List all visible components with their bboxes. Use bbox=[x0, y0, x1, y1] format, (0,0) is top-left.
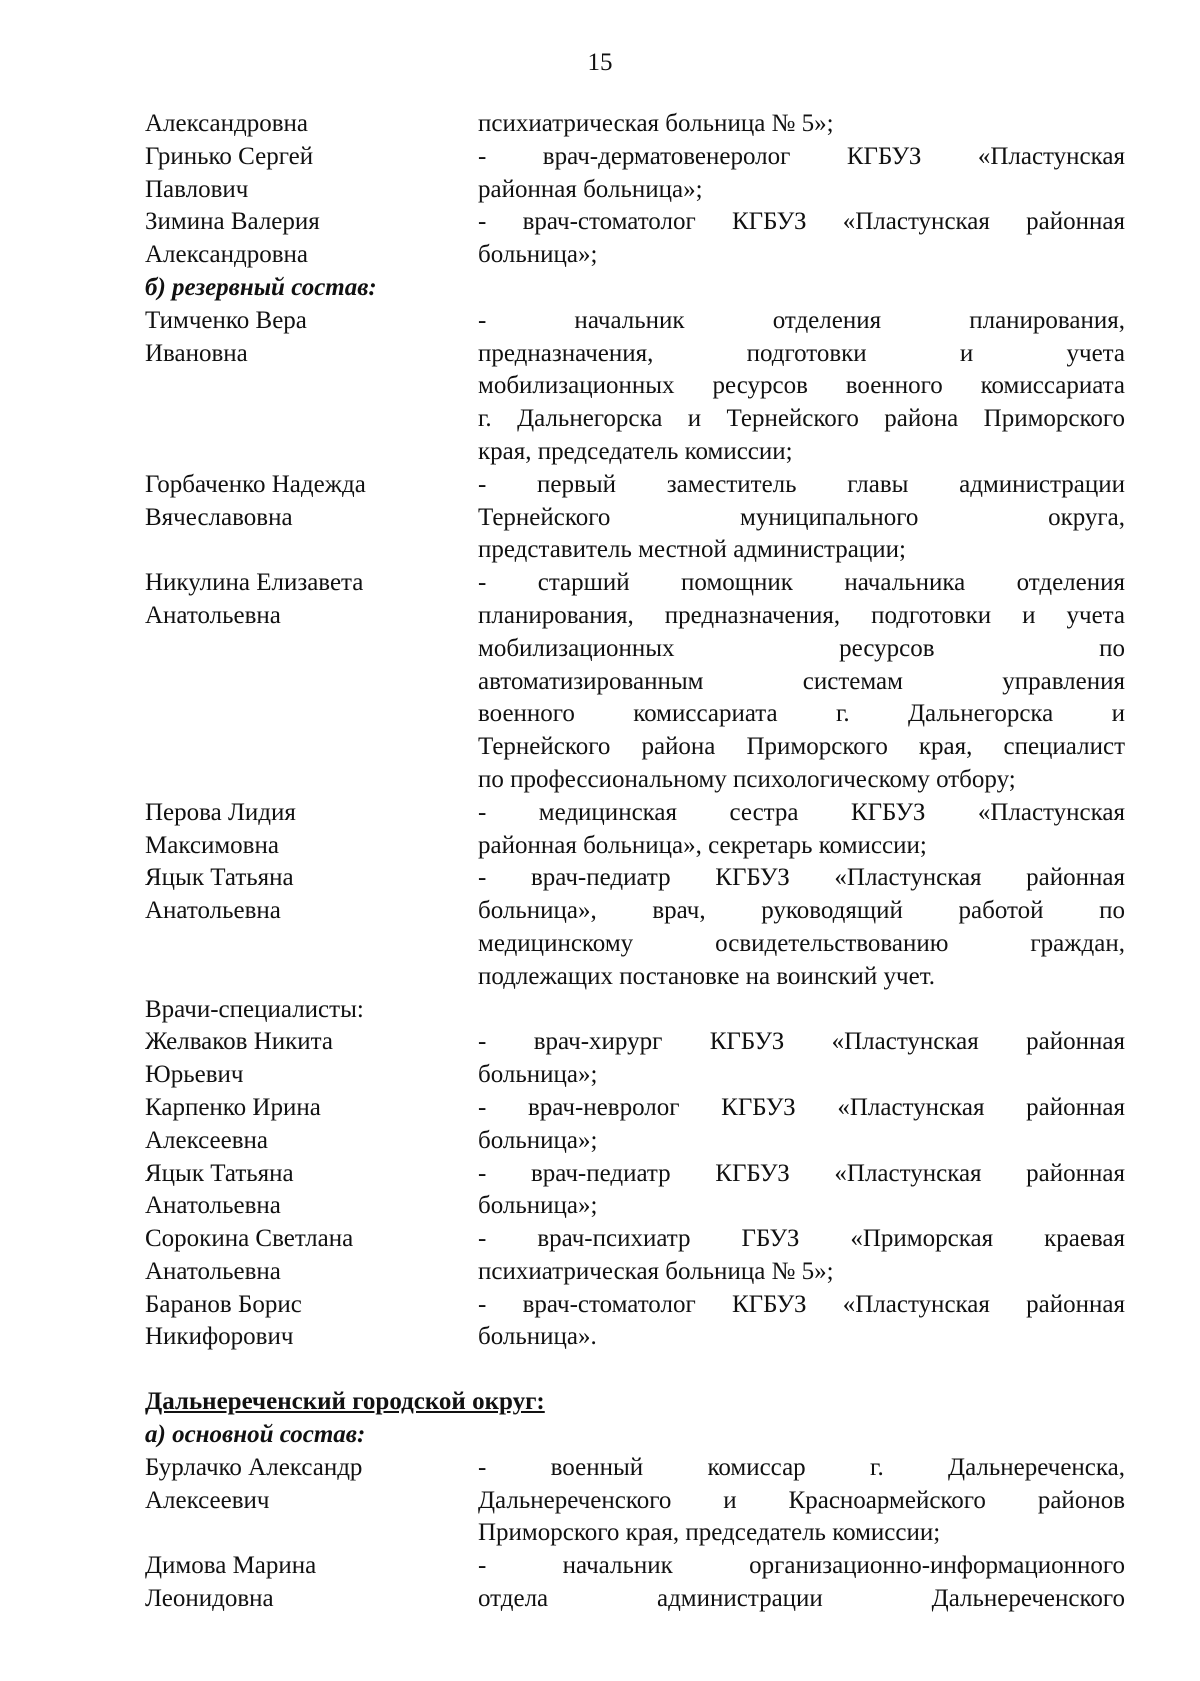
member-entry bbox=[145, 469, 1125, 567]
member-name-line: Алексеевна bbox=[145, 1126, 269, 1154]
member-name-line: Анатольевна bbox=[145, 897, 281, 925]
member-entry bbox=[145, 1452, 1125, 1550]
member-name-line: Ивановна bbox=[145, 339, 248, 367]
member-position bbox=[478, 141, 1125, 207]
member-name-line: Вячеславовна bbox=[145, 503, 293, 531]
member-position-line: планирования, предназначения, подготовки и учета bbox=[478, 601, 1125, 629]
member-name-line: Анатольевна bbox=[145, 601, 281, 629]
member-position-line: мобилизационных ресурсов по bbox=[478, 634, 1125, 662]
member-position bbox=[478, 1092, 1125, 1158]
member-position bbox=[478, 305, 1125, 469]
member-position-line: - первый заместитель главы администрации bbox=[478, 470, 1125, 498]
member-entry bbox=[145, 862, 1125, 993]
member-position-line: - врач-дерматовенеролог КГБУЗ «Пластунская bbox=[478, 142, 1125, 170]
member-position-line: - врач-педиатр КГБУЗ «Пластунская районная bbox=[478, 864, 1125, 892]
member-name bbox=[145, 1158, 478, 1224]
member-name-line: Павлович bbox=[145, 175, 249, 203]
member-position-line: - врач-хирург КГБУЗ «Пластунская районная bbox=[478, 1028, 1125, 1056]
member-position-line: - врач-невролог КГБУЗ «Пластунская районная bbox=[478, 1093, 1125, 1121]
member-name bbox=[145, 206, 478, 272]
member-position bbox=[478, 862, 1125, 993]
member-name-line: Юрьевич bbox=[145, 1061, 244, 1089]
member-position bbox=[478, 206, 1125, 272]
member-position-line: больница», врач, руководящий работой по bbox=[478, 897, 1125, 925]
member-entry bbox=[145, 1550, 1125, 1616]
member-name-line: Бурлачко Александр bbox=[145, 1453, 363, 1481]
member-name-line: Никулина Елизавета bbox=[145, 569, 364, 597]
member-name-line: Анатольевна bbox=[145, 1257, 281, 1285]
member-position-line: больница»; bbox=[478, 1061, 598, 1089]
member-entry bbox=[145, 797, 1125, 863]
member-name-line: Яцык Татьяна bbox=[145, 864, 294, 892]
member-entry bbox=[145, 206, 1125, 272]
member-name-line: Карпенко Ирина bbox=[145, 1093, 321, 1121]
member-position-line: военного комиссариата г. Дальнегорска и bbox=[478, 700, 1125, 728]
member-name bbox=[145, 1223, 478, 1289]
member-position-line: края, председатель комиссии; bbox=[478, 437, 793, 465]
member-position-line: психиатрическая больница № 5»; bbox=[478, 1257, 834, 1285]
member-name-line: Леонидовна bbox=[145, 1585, 274, 1613]
document-body bbox=[145, 108, 1125, 1616]
member-position-line: Дальнереченского и Красноармейского районов bbox=[478, 1486, 1125, 1514]
member-name-line: Яцык Татьяна bbox=[145, 1159, 294, 1187]
member-position bbox=[478, 1550, 1125, 1616]
member-name-line: Алексеевич bbox=[145, 1486, 270, 1514]
member-name-line: Никифорович bbox=[145, 1323, 294, 1351]
member-position-line: - врач-педиатр КГБУЗ «Пластунская районная bbox=[478, 1159, 1125, 1187]
page-number: 15 bbox=[587, 49, 613, 76]
member-position-line: - врач-стоматолог КГБУЗ «Пластунская районная bbox=[478, 1290, 1125, 1318]
member-position-line: г. Дальнегорска и Тернейского района Приморского bbox=[478, 405, 1125, 433]
member-position bbox=[478, 1289, 1125, 1355]
member-name-line: Александровна bbox=[145, 241, 309, 269]
member-name-line: Димова Марина bbox=[145, 1552, 317, 1580]
member-position-line: районная больница», секретарь комиссии; bbox=[478, 831, 927, 859]
member-name bbox=[145, 108, 478, 141]
member-entry bbox=[145, 567, 1125, 797]
specialists-label: Врачи-специалисты: bbox=[145, 995, 364, 1023]
member-entry bbox=[145, 1092, 1125, 1158]
member-position-line: автоматизированным системам управления bbox=[478, 667, 1125, 695]
member-name-line: Сорокина Светлана bbox=[145, 1225, 354, 1253]
member-name-line: Перова Лидия bbox=[145, 798, 296, 826]
member-position-line: психиатрическая больница № 5»; bbox=[478, 110, 834, 137]
member-entry bbox=[145, 1289, 1125, 1355]
member-position-line: больница»; bbox=[478, 1126, 598, 1154]
member-position bbox=[478, 1452, 1125, 1550]
member-name-line: Тимченко Вера bbox=[145, 306, 307, 334]
member-name bbox=[145, 141, 478, 207]
member-position-line: - врач-психиатр ГБУЗ «Приморская краевая bbox=[478, 1225, 1125, 1253]
member-position-line: - старший помощник начальника отделения bbox=[478, 569, 1125, 597]
member-position-line: подлежащих постановке на воинский учет. bbox=[478, 962, 936, 990]
member-position-line: больница»; bbox=[478, 241, 598, 269]
member-entry bbox=[145, 1158, 1125, 1224]
member-position-line: медицинскому освидетельствованию граждан, bbox=[478, 929, 1125, 957]
member-position-line: Тернейского района Приморского края, специалист bbox=[478, 733, 1125, 761]
member-name bbox=[145, 1452, 478, 1518]
member-position-line: - врач-стоматолог КГБУЗ «Пластунская районная bbox=[478, 208, 1125, 236]
member-position-line: мобилизационных ресурсов военного комиссариата bbox=[478, 372, 1125, 400]
member-entry bbox=[145, 141, 1125, 207]
member-name bbox=[145, 862, 478, 928]
member-position bbox=[478, 1026, 1125, 1092]
member-position-line: районная больница»; bbox=[478, 175, 703, 203]
member-position-line: по профессиональному психологическому отбору; bbox=[478, 765, 1016, 793]
member-position-line: - начальник отделения планирования, bbox=[478, 306, 1125, 334]
member-position-line: - военный комиссар г. Дальнереченска, bbox=[478, 1453, 1125, 1481]
member-position bbox=[478, 797, 1125, 863]
member-position-line: - медицинская сестра КГБУЗ «Пластунская bbox=[478, 798, 1125, 826]
member-name-line: Зимина Валерия bbox=[145, 208, 320, 236]
member-entry bbox=[145, 1223, 1125, 1289]
member-position bbox=[478, 567, 1125, 797]
member-position-line: Приморского края, председатель комиссии; bbox=[478, 1519, 941, 1547]
member-position-line: предназначения, подготовки и учета bbox=[478, 339, 1125, 367]
member-name-line: Баранов Борис bbox=[145, 1290, 302, 1318]
member-position bbox=[478, 469, 1125, 567]
member-name bbox=[145, 797, 478, 863]
member-position-line: представитель местной администрации; bbox=[478, 536, 906, 564]
member-name bbox=[145, 1092, 478, 1158]
member-name-line: Анатольевна bbox=[145, 1192, 281, 1220]
member-name bbox=[145, 567, 478, 633]
member-position-line: отдела администрации Дальнереченского bbox=[478, 1585, 1125, 1613]
member-name-line: Максимовна bbox=[145, 831, 279, 859]
member-name-line: Гринько Сергей bbox=[145, 142, 314, 170]
member-position-line: больница». bbox=[478, 1323, 597, 1351]
member-name bbox=[145, 1026, 478, 1092]
member-name bbox=[145, 1289, 478, 1355]
member-position bbox=[478, 1158, 1125, 1224]
member-entry bbox=[145, 305, 1125, 469]
member-name-line: Горбаченко Надежда bbox=[145, 470, 366, 498]
member-position-line: - начальник организационно-информационного bbox=[478, 1552, 1125, 1580]
composition-heading: б) резервный состав: bbox=[145, 273, 377, 301]
member-position-line: больница»; bbox=[478, 1192, 598, 1220]
member-name bbox=[145, 305, 478, 371]
member-name-line: Желваков Никита bbox=[145, 1028, 333, 1056]
member-entry bbox=[145, 108, 1125, 141]
composition-heading: а) основной состав: bbox=[145, 1421, 366, 1449]
member-position bbox=[478, 108, 1125, 141]
member-name bbox=[145, 1550, 478, 1616]
member-name-line: Александровна bbox=[145, 110, 309, 137]
member-position-line: Тернейского муниципального округа, bbox=[478, 503, 1125, 531]
district-heading: Дальнереченский городской округ: bbox=[145, 1388, 545, 1416]
member-position bbox=[478, 1223, 1125, 1289]
member-name bbox=[145, 469, 478, 535]
member-entry bbox=[145, 1026, 1125, 1092]
